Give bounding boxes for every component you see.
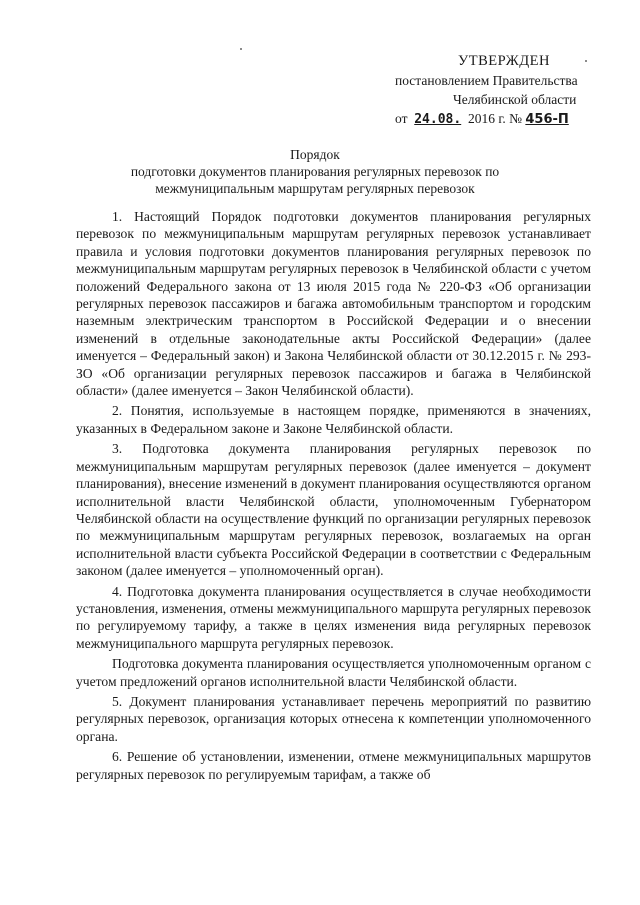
approval-stamp (380, 52, 610, 129)
paragraph-1: 1. Настоящий Порядок подготовки документов планирования регулярных перевозок по межмуниципальным маршрутам регулярных перевозок устанавливает правила и условия подготовки документов планирования регулярных перевозок по межмуниципальным маршрутам регулярных перевозок в Челябинской области с учетом положений Федерального закона от 13 июля 2015 года № 220-ФЗ «Об организации регулярных перевозок пассажиров и багажа автомобильным транспортом и городским наземным электрическим транспортом в Российской Федерации и о внесении изменений в отдельные законодательные акты Российской Федерации» (далее именуется – Федеральный закон) и Закона Челябинской области от 30.12.2015 г. № 293-ЗО «Об организации регулярных перевозок пассажиров и багажа в Челябинской области» (далее именуется – Закон Челябинской области). (76, 209, 591, 399)
approval-year: 2016 г. № (467, 111, 522, 126)
approval-resolution: постановлением Правительства (395, 73, 578, 88)
paragraph-4: 4. Подготовка документа планирования осуществляется в случае необходимости установления, изменения, отмены межмуниципального маршрута регулярных перевозок по регулируемому тарифу, а также в целях изменения вида регулярных перевозок межмуниципального маршрута регулярных перевозок. (76, 583, 591, 651)
approval-date-prefix: от (395, 111, 408, 126)
scan-speck (240, 48, 242, 50)
approval-heading: УТВЕРЖДЕН (458, 53, 550, 69)
approval-date-line (380, 109, 610, 129)
approval-region: Челябинской области (453, 92, 577, 107)
paragraph-6: 6. Решение об установлении, изменении, отмене межмуниципальных маршрутов регулярных перевозок по регулируемым тарифам, а также об (76, 749, 591, 782)
document-title (80, 146, 550, 197)
paragraph-3: 3. Подготовка документа планирования регулярных перевозок по межмуниципальным маршрутам регулярных перевозок (далее именуется – документ планирования), внесение изменений в документ планирования осуществляются органом исполнительной власти Челябинской области, уполномоченным Губернатором Челябинской области на осуществление функций по организации регулярных перевозок по межмуниципальным маршрутам регулярных перевозок, возлагаемых на орган исполнительной власти субъекта Российской Федерации в соответствии с Федеральным законом (далее именуется – уполномоченный орган). (76, 441, 591, 579)
title-line-1: Порядок (290, 147, 340, 162)
document-body (76, 208, 591, 786)
paragraph-5: 5. Документ планирования устанавливает перечень мероприятий по развитию регулярных перевозок, организация которых отнесена к компетенции уполномоченного органа. (76, 693, 591, 744)
paragraph-4-continued: Подготовка документа планирования осуществляется уполномоченным органом с учетом предложений органов исполнительной власти Челябинской области. (76, 656, 591, 689)
title-line-2: подготовки документов планирования регулярных перевозок по (130, 164, 500, 179)
paragraph-2: 2. Понятия, используемые в настоящем порядке, применяются в значениях, указанных в Федеральном законе и Законе Челябинской области. (76, 403, 591, 436)
approval-date: 24.08. (414, 112, 462, 127)
title-line-3: межмуниципальным маршрутам регулярных перевозок (155, 181, 475, 196)
approval-number: 456-П (525, 112, 569, 127)
